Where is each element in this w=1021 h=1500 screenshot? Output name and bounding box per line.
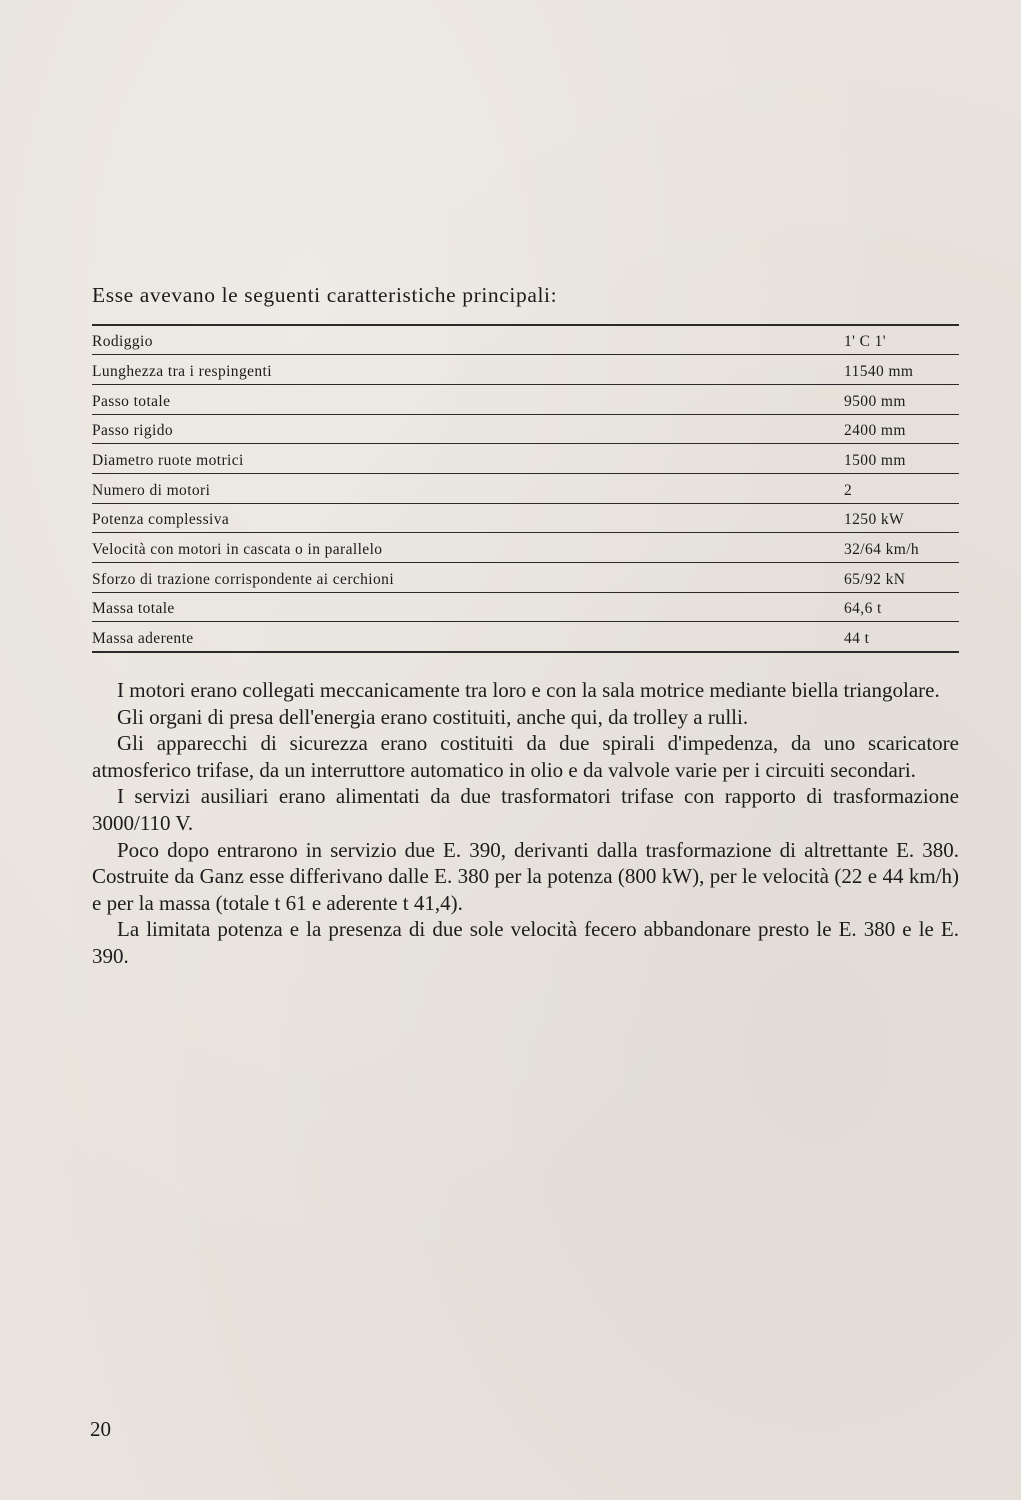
spec-label: Passo rigido [92,414,844,444]
table-row [92,414,959,444]
paragraph: I motori erano collegati meccanicamente tra loro e con la sala motrice mediante biella triangolare. [117,678,940,702]
spec-value: 1' C 1' [844,325,959,355]
spec-label: Numero di motori [92,473,844,503]
spec-label: Passo totale [92,384,844,414]
spec-value: 1250 kW [844,503,959,533]
table-row [92,563,959,593]
paragraph: Poco dopo entrarono in servizio due E. 390, derivanti dalla trasformazione di altrettante E. 380. Costruite da Ganz esse differivano dalle E. 380 per la potenza (800 kW), per le velocità (22 e 44 km/h) e per la massa (totale t 61 e aderente t 41,4). [92,837,959,915]
table-row [92,622,959,652]
table-row [92,444,959,474]
table-row [92,384,959,414]
table-row [92,473,959,503]
table-row [92,355,959,385]
spec-value: 1500 mm [844,444,959,474]
table-row [92,325,959,355]
paragraph: La limitata potenza e la presenza di due sole velocità fecero abbandonare presto le E. 380 e le E. 390. [92,917,959,968]
spec-value: 65/92 kN [844,563,959,593]
body-text [92,677,959,970]
table-row [92,592,959,622]
page-number: 20 [90,1417,111,1441]
paragraph: Gli organi di presa dell'energia erano costituiti, anche qui, da trolley a rulli. [117,704,749,729]
spec-label: Massa aderente [92,622,844,652]
spec-value: 32/64 km/h [844,533,959,563]
spec-value: 44 t [844,622,959,652]
spec-label: Lunghezza tra i respingenti [92,355,844,385]
table-row [92,503,959,533]
spec-value: 64,6 t [844,592,959,622]
paragraph: I servizi ausiliari erano alimentati da due trasformatori trifase con rapporto di trasformazione 3000/110 V. [92,784,959,835]
spec-value: 9500 mm [844,384,959,414]
spec-label: Potenza complessiva [92,503,844,533]
specifications-table [92,324,959,653]
spec-label: Velocità con motori in cascata o in parallelo [92,533,844,563]
spec-label: Massa totale [92,592,844,622]
spec-value: 2400 mm [844,414,959,444]
spec-label: Sforzo di trazione corrispondente ai cerchioni [92,563,844,593]
spec-label: Diametro ruote motrici [92,444,844,474]
spec-label: Rodiggio [92,325,844,355]
paragraph: Gli apparecchi di sicurezza erano costituiti da due spirali d'impedenza, da uno scaricatore atmosferico trifase, da un interruttore automatico in olio e da valvole varie per i circuiti secondari. [92,731,959,782]
table-row [92,533,959,563]
table-intro: Esse avevano le seguenti caratteristiche principali: [92,283,558,307]
spec-value: 2 [844,473,959,503]
spec-value: 11540 mm [844,355,959,385]
